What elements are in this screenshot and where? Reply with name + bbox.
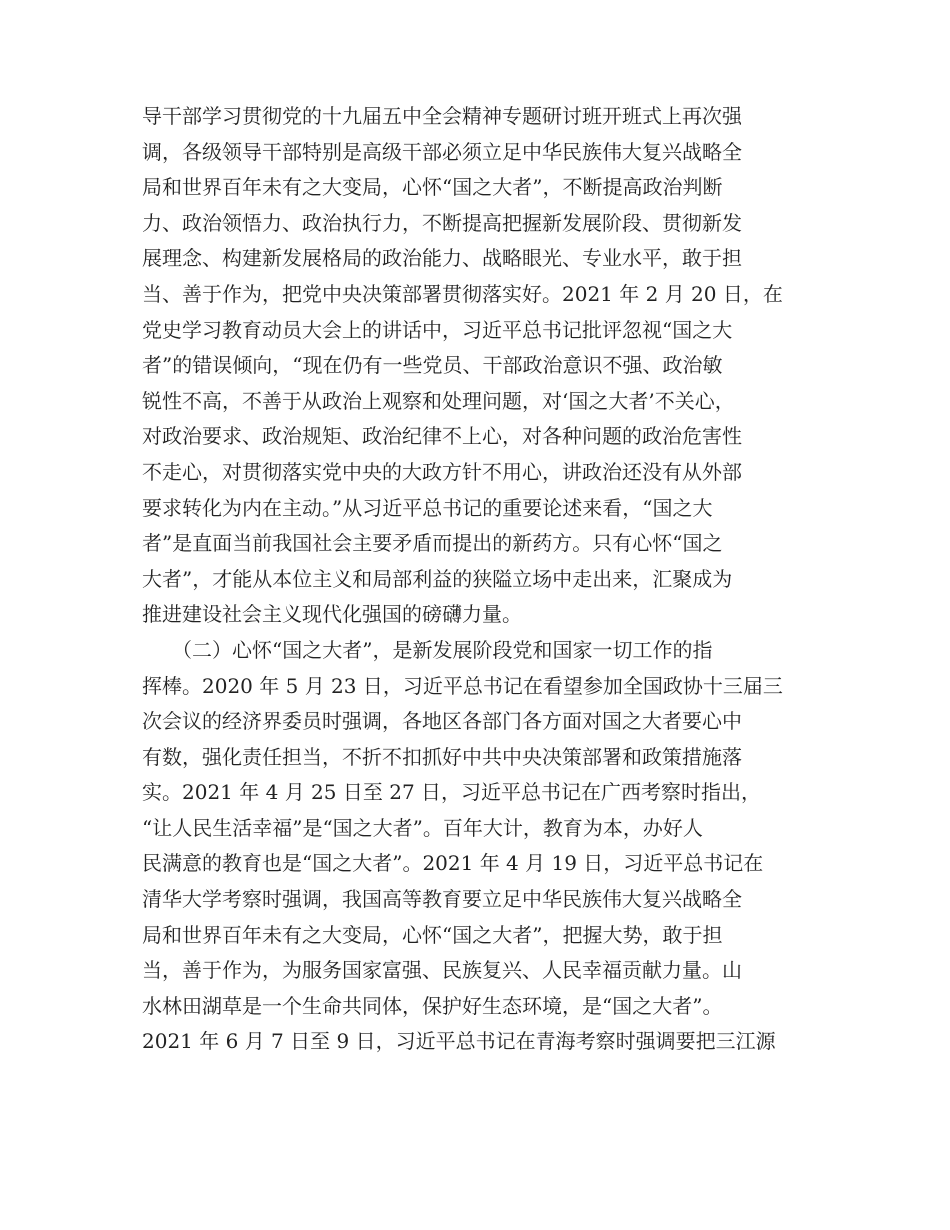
text-line: 挥棒。2020 年 5 月 23 日，习近平总书记在看望参加全国政协十三届三 [142,673,783,698]
text-line: 当、善于作为，把党中央决策部署贯彻落实好。2021 年 2 月 20 日，在 [142,281,783,306]
text-line: 水林田湖草是一个生命共同体，保护好生态环境，是“国之大者”。 [142,993,723,1018]
text-line: 民满意的教育也是“国之大者”。2021 年 4 月 19 日，习近平总书记在 [142,851,764,876]
text-line: 调，各级领导干部特别是高级干部必须立足中华民族伟大复兴战略全 [142,139,742,164]
section-heading-line: （二）心怀“国之大者”，是新发展阶段党和国家一切工作的指 [142,637,713,662]
text-line: 局和世界百年未有之大变局，心怀“国之大者”，不断提高政治判断 [142,175,723,200]
text-line: 有数，强化责任担当，不折不扣抓好中共中央决策部署和政策措施落 [142,744,742,769]
body-text [142,99,810,1060]
text-line: 要求转化为内在主动。”从习近平总书记的重要论述来看，“国之大 [142,495,713,520]
text-line: 党史学习教育动员大会上的讲话中，习近平总书记批评忽视“国之大 [142,317,733,342]
text-line: 次会议的经济界委员时强调，各地区各部门各方面对国之大者要心中 [142,709,742,734]
text-line: “让人民生活幸福”是“国之大者”。百年大计，教育为本，办好人 [142,815,703,840]
text-line: 锐性不高，不善于从政治上观察和处理问题，对‘国之大者’不关心， [142,388,735,413]
text-line: 者”的错误倾向，“现在仍有一些党员、干部政治意识不强、政治敏 [142,353,723,378]
text-line: 清华大学考察时强调，我国高等教育要立足中华民族伟大复兴战略全 [142,887,742,912]
text-line: 力、政治领悟力、政治执行力，不断提高把握新发展阶段、贯彻新发 [142,210,742,235]
text-line: 展理念、构建新发展格局的政治能力、战略眼光、专业水平，敢于担 [142,246,742,271]
text-line: 局和世界百年未有之大变局，心怀“国之大者”，把握大势，敢于担 [142,922,723,947]
text-line: 者”是直面当前我国社会主要矛盾而提出的新药方。只有心怀“国之 [142,531,723,556]
text-line: 不走心，对贯彻落实党中央的大政方针不用心，讲政治还没有从外部 [142,459,742,484]
text-line: 实。2021 年 4 月 25 日至 27 日，习近平总书记在广西考察时指出， [142,780,762,805]
text-line: 2021 年 6 月 7 日至 9 日，习近平总书记在青海考察时强调要把三江源 [142,1029,776,1054]
text-line: 推进建设社会主义现代化强国的磅礴力量。 [142,602,522,627]
text-line: 当，善于作为，为服务国家富强、民族复兴、人民幸福贡献力量。山 [142,958,742,983]
text-line: 导干部学习贯彻党的十九届五中全会精神专题研讨班开班式上再次强 [142,104,742,128]
text-line: 对政治要求、政治规矩、政治纪律不上心，对各种问题的政治危害性 [142,424,742,449]
text-line: 大者”，才能从本位主义和局部利益的狭隘立场中走出来，汇聚成为 [142,566,733,591]
